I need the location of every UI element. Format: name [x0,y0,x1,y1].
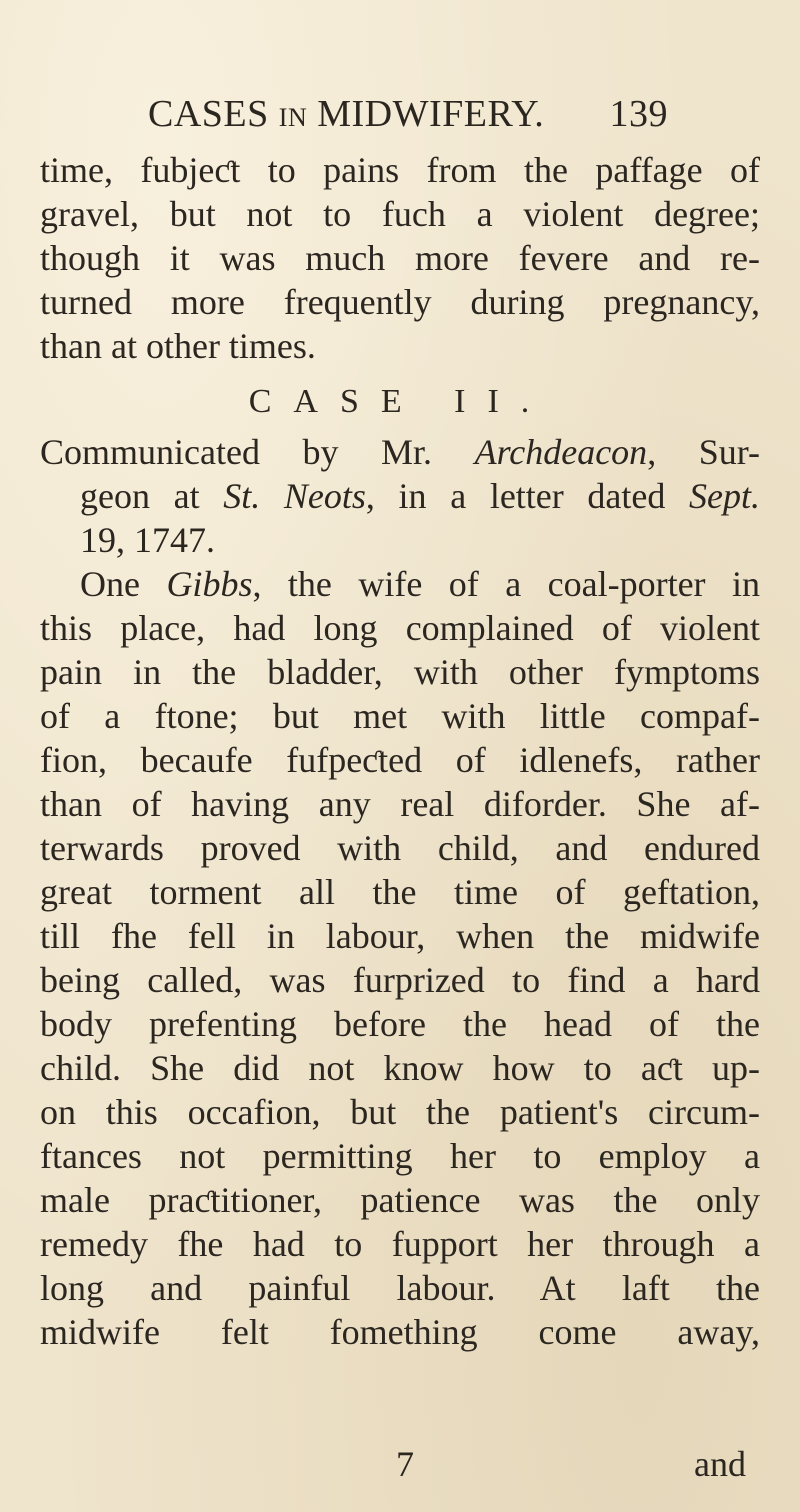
text-line: time, fubjeƈt to pains from the paffage of [40,150,760,190]
text-line: than of having any real diforder. She af- [40,784,760,824]
text-line: One Gibbs, the wife of a coal-porter in [80,564,760,604]
text-line: being called, was furprized to find a hard [40,960,760,1000]
text-line: this place, had long complained of violent [40,608,760,648]
correspondent-name: Archdeacon [474,432,648,472]
text-line: fion, becaufe fufpeƈted of idlenefs, rather [40,740,760,780]
communication-line: Communicated by Mr. Archdeacon, Sur- [40,432,760,472]
case-heading: CASE II. [248,383,552,420]
text-line: terwards proved with child, and endured [40,828,760,868]
text-line: turned more frequently during pregnancy, [40,282,760,322]
catchword: and [694,1444,746,1484]
text-line: long and painful labour. At laft the [40,1268,760,1308]
letter-date: 19, 1747. [80,520,215,560]
text-line: on this occafion, but the patient's circum- [40,1092,760,1132]
text-line: child. She did not know how to aƈt up- [40,1048,760,1088]
text-line: great torment all the time of geftation, [40,872,760,912]
text-line: gravel, but not to fuch a violent degree; [40,194,760,234]
signature-mark: 7 [396,1444,414,1484]
text-line: though it was much more fevere and re- [40,238,760,278]
running-header [148,92,668,142]
text-line: remedy fhe had to fupport her through a [40,1224,760,1264]
text-line: till fhe fell in labour, when the midwife [40,916,760,956]
text-line: male praƈtitioner, patience was the only [40,1180,760,1220]
text-line: body prefenting before the head of the [40,1004,760,1044]
patient-name: Gibbs [166,564,253,604]
running-head-title: CASES IN MIDWIFERY. [148,93,545,135]
text-line: pain in the bladder, with other fymptoms [40,652,760,692]
communication-line: geon at St. Neots, in a letter dated Sept. [80,476,760,516]
text-line: of a ftone; but met with little compaf- [40,696,760,736]
text-line: than at other times. [40,326,316,366]
letter-month: Sept. [689,476,760,516]
text-line: ftances not permitting her to employ a [40,1136,760,1176]
text-line: midwife felt fomething come away, [40,1312,760,1352]
page-number: 139 [609,93,668,135]
place-name: St. Neots [223,476,366,516]
